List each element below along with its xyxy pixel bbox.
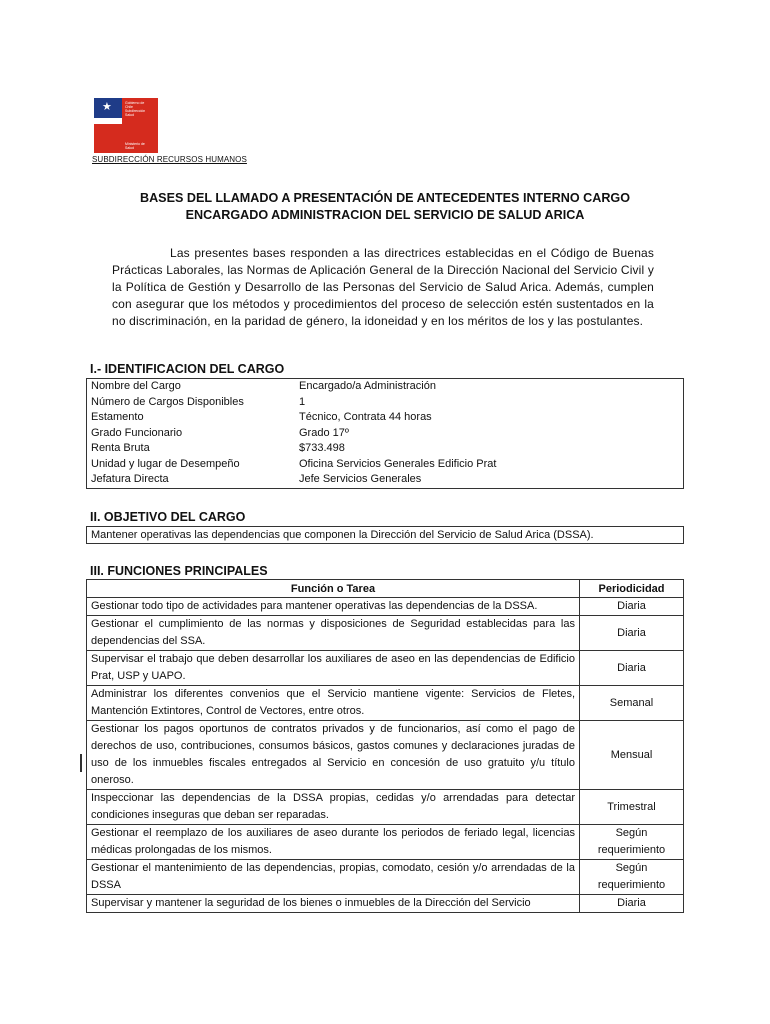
intro-text: Las presentes bases responden a las directrices establecidas en el Código de Buenas Prácticas Laborales, las Normas de Aplicación General de la Dirección Nacional del Servicio Civil y la Política de Gestión y Desarrollo de las Personas del Servicio de Salud Arica. Además, cumplen con asegurar que los métodos y procedimientos del proceso de selección estén sustentados en la no discriminación, en la paridad de género, la idoneidad y en los méritos de los y las postulantes. [112,246,654,328]
table-row [87,379,684,395]
table-row [87,686,684,721]
table-row [87,895,684,913]
identification-table [86,378,684,489]
field-value: Técnico, Contrata 44 horas [299,411,432,424]
field-label: Estamento [91,411,144,424]
star-icon: ★ [102,101,112,113]
logo-text-4: Salud [125,113,134,117]
function-task: Gestionar el reemplazo de los auxiliares de aseo durante los periodos de feriado legal, licencias médicas prolongadas de los mismos. [87,825,580,860]
section1-heading: I.- IDENTIFICACION DEL CARGO [90,362,285,376]
functions-table [86,579,684,913]
function-task: Inspeccionar las dependencias de la DSSA propias, cedidas y/o arrendadas para detectar condiciones inseguras que deban ser reparadas. [87,790,580,825]
function-task: Gestionar los pagos oportunos de contratos privados y de funcionarios, así como el pago de derechos de uso, contribuciones, consumos básicos, gastos comunes y declaraciones juradas de uso de los inmuebles fiscales entregados al Servicio en concesión de uso gratuito y/u título oneroso. [87,721,580,790]
text-cursor-marker [80,754,82,772]
function-task: Supervisar y mantener la seguridad de los bienes o inmuebles de la Dirección del Servicio [87,895,580,913]
table-row [87,457,684,473]
field-label: Jefatura Directa [91,473,169,486]
field-label: Unidad y lugar de Desempeño [91,457,240,470]
table-row [87,441,684,457]
objective-text: Mantener operativas las dependencias que componen la Dirección del Servicio de Salud Arica (DSSA). [91,529,594,541]
function-period: Diaria [580,598,684,616]
table-row [87,598,684,616]
function-period: Trimestral [580,790,684,825]
field-value: Encargado/a Administración [299,380,436,393]
field-label: Grado Funcionario [91,426,183,439]
function-period: Diaria [580,616,684,651]
function-column-header: Función o Tarea [87,580,580,598]
function-period: Semanal [580,686,684,721]
function-period: Mensual [580,721,684,790]
function-period: Diaria [580,895,684,913]
table-row [87,616,684,651]
field-value: 1 [299,395,306,408]
table-row [87,860,684,895]
field-label: Nombre del Cargo [91,380,181,393]
logo-text-6: Salud [125,146,134,150]
function-task: Supervisar el trabajo que deben desarrollar los auxiliares de aseo en las dependencias de Edificio Prat, USP y UAPO. [87,651,580,686]
function-period: Según requerimiento [580,825,684,860]
period-column-header: Periodicidad [580,580,684,598]
table-row [87,472,684,488]
section2-heading: II. OBJETIVO DEL CARGO [90,510,246,524]
field-label: Renta Bruta [91,442,150,455]
table-row [87,395,684,411]
function-task: Gestionar el cumplimiento de las normas y disposiciones de Seguridad establecidas para las dependencias del SSA. [87,616,580,651]
logo-text-5: Ministerio de [125,142,145,146]
table-row [87,825,684,860]
table-row [87,426,684,442]
title-line-1: BASES DEL LLAMADO A PRESENTACIÓN DE ANTECEDENTES INTERNO CARGO [139,191,631,205]
field-value: Jefe Servicios Generales [299,473,422,486]
table-row [87,410,684,426]
function-period: Diaria [580,651,684,686]
document-title [90,190,680,224]
field-value: $733.498 [299,442,345,455]
function-task: Administrar los diferentes convenios que el Servicio mantiene vigente: Servicios de Fletes, Mantención Extintores, Control de Vectores, entre otros. [87,686,580,721]
table-row [87,651,684,686]
section3-heading: III. FUNCIONES PRINCIPALES [90,564,268,578]
function-task: Gestionar el mantenimiento de las dependencias, propias, comodato, cesión y/o arrendadas de la DSSA [87,860,580,895]
table-row [87,721,684,790]
field-value: Grado 17º [299,426,349,439]
logo-text-1: Gobierno de [125,101,145,105]
government-logo [94,98,158,153]
field-label: Número de Cargos Disponibles [91,395,244,408]
intro-paragraph [112,245,654,330]
function-task: Gestionar todo tipo de actividades para mantener operativas las dependencias de la DSSA. [87,598,580,616]
table-row [87,790,684,825]
objective-table [86,526,684,544]
title-line-2: ENCARGADO ADMINISTRACION DEL SERVICIO DE SALUD ARICA [185,208,585,222]
logo-text-3: Subdirección [125,109,146,113]
function-period: Según requerimiento [580,860,684,895]
logo-text-2: Chile [125,105,133,109]
field-value: Oficina Servicios Generales Edificio Prat [299,457,497,470]
subdirection-label: SUBDIRECCIÓN RECURSOS HUMANOS [92,155,247,164]
